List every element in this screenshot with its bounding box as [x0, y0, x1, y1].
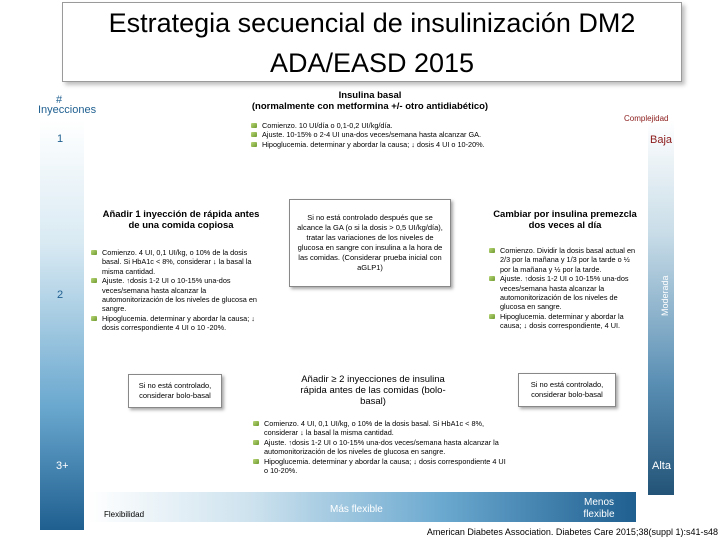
right-branch-bullet: Ajuste. ↑dosis 1-2 UI o 10-15% una-dos veces/semana hasta alcanzar la automonitorización de los niveles de glucosa en sangre.	[488, 274, 642, 312]
left-bolo-basal-box: Si no está controlado, considerar bolo-basal	[128, 374, 222, 408]
basal-bullet: Hipoglucemia. determinar y abordar la causa; ↓ dosis 4 UI o 10-20%.	[250, 140, 500, 149]
basal-bullets	[250, 121, 500, 149]
complexity-low-label: Baja	[650, 134, 673, 146]
center-decision-box: Si no está controlado después que se alcance la GA (o si la dosis > 0,5 UI/kg/día), tratar las variaciones de los niveles de glucosa en sangre con insulina a la hora de las comidas. (Considerar prueba inicial con aGLP1)	[289, 199, 451, 287]
left-branch-title: Añadir 1 inyección de rápida antes de una comida copiosa	[102, 209, 260, 231]
basal-bullet: Ajuste. 10-15% o 2-4 UI una-dos veces/semana hasta alcanzar GA.	[250, 130, 500, 139]
middle-branch-bullet: Comienzo. 4 UI, 0,1 UI/kg, o 10% de la dosis basal. Si HbA1c < 8%, considerar ↓ la basal la misma cantidad.	[252, 419, 510, 438]
complexity-high-label: Alta	[652, 460, 671, 472]
middle-branch-bullet: Hipoglucemia. determinar y abordar la causa; ↓ dosis correspondiente 4 UI o 10-20%.	[252, 457, 510, 476]
step-1-label: 1	[57, 133, 64, 145]
basal-bullet: Comienzo. 10 UI/día o 0,1-0,2 UI/kg/día.	[250, 121, 500, 130]
step-3-label: 3+	[56, 460, 69, 472]
basal-title: Insulina basal	[338, 90, 402, 101]
less-flexible-label: Menos flexible	[583, 497, 615, 520]
right-branch-title: Cambiar por insulina premezcla dos veces al día	[493, 209, 637, 231]
middle-branch-title: Añadir ≥ 2 inyecciones de insulina rápida antes de las comidas (bolo-basal)	[300, 374, 446, 407]
step-2-label: 2	[57, 289, 64, 301]
page-subtitle: ADA/EASD 2015	[269, 48, 475, 78]
right-branch-bullet: Hipoglucemia. determinar y abordar la causa; ↓ dosis correspondiente, 4 UI.	[488, 312, 642, 331]
right-branch-bullets	[488, 246, 642, 331]
middle-branch-bullet: Ajuste. ↑dosis 1-2 UI o 10-15% una-dos veces/semana hasta alcanzar la automonitorización de los niveles de glucosa en sangre.	[252, 438, 510, 457]
left-branch-bullet: Ajuste. ↑dosis 1-2 UI o 10-15% una-dos veces/semana hasta alcanzar la automonitorización de los niveles de glucosa en sangre.	[90, 276, 268, 314]
complexity-moderate-label: Moderada	[660, 275, 670, 316]
middle-branch-bullets	[252, 419, 510, 475]
left-branch-bullet: Hipoglucemia. determinar y abordar la causa; ↓ dosis correspondiente 4 UI o 10 -20%.	[90, 314, 268, 333]
basal-subtitle: (normalmente con metformina +/- otro antidiabético)	[251, 101, 489, 112]
citation: American Diabetes Association. Diabetes Care 2015;38(suppl 1):s41-s48	[426, 527, 718, 537]
page-title: Estrategia secuencial de insulinización DM2	[108, 8, 636, 38]
left-branch-bullet: Comienzo. 4 UI, 0,1 UI/kg, o 10% de la dosis basal. Si HbA1c < 8%, considerar ↓ la basal la misma cantidad.	[90, 248, 268, 276]
complexity-label: Complejidad	[624, 114, 669, 123]
more-flexible-label: Más flexible	[330, 504, 383, 515]
injections-symbol: #	[56, 94, 63, 106]
injections-label: Inyecciones	[38, 104, 97, 116]
right-branch-bullet: Comienzo. Dividir la dosis basal actual en 2/3 por la mañana y 1/3 por la tarde o ½ por la mañana y ½ por la tarde.	[488, 246, 642, 274]
right-bolo-basal-box: Si no está controlado, considerar bolo-basal	[518, 373, 616, 407]
flexibility-label: Flexibilidad	[104, 510, 145, 519]
left-branch-bullets	[90, 248, 268, 333]
